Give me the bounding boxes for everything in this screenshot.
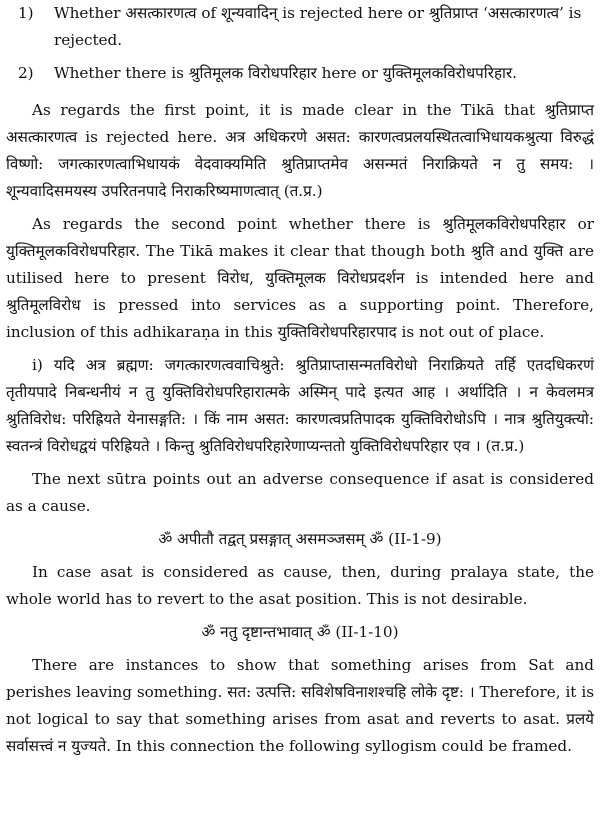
paragraph-first-point: As regards the first point, it is made clear in the Tikā that श्रुतिप्राप्त असत्कारणत्व is rejected here. अत्र अधिकरणे असत: कारणत्वप्रलयस्थितत्वाभिधायकश्रुत्या विरुद्धं विष्णो: जगत्कारणत्वाभिधायकं वेदवाक्यमिति श्रुतिप्राप्तमेव असन्मतं निराक्रियते न तु समय: । शून्यवादिसमयस्य उपरितनपादे निराकरिष्यमाणत्वात् (त.प्र.) — [6, 101, 594, 200]
list-text: Whether असत्कारणत्व of शून्यवादिन् is rejected here or श्रुतिप्राप्त ‘असत्कारणत्व’ is rejected. — [54, 4, 582, 49]
list-item-2 — [6, 60, 594, 87]
paragraph-sanskrit-quote: i) यदि अत्र ब्रह्मण: जगत्कारणत्ववाचिश्रुते: श्रुतिप्राप्तासन्मतविरोधो निराक्रियते तर्हि एतदधिकरणं तृतीयपादे निबन्धनीयं न तु युक्तिविरोधपरिहारात्मके अस्मिन् पादे इत्यत आह । अर्थादिति । न केवलमत्र श्रुतिविरोध: परिह्रियते येनासङ्गति: । किं नाम असत: कारणत्वप्रतिपादक युक्तिविरोधोऽपि । नात्र श्रुतियुक्त्यो: स्वतन्त्रं विरोधद्वयं परिह्रियते । किन्तु श्रुतिविरोधपरिहारेणाप्यन्ततो युक्तिविरोधपरिहार एव । (त.प्र.) — [6, 356, 594, 455]
list-number: 1) — [18, 4, 34, 22]
paragraph-instances: There are instances to show that something arises from Sat and perishes leaving something. सत: उत्पत्ति: सविशेषविनाशश्चहि लोके दृष्ट: । Therefore, it is not logical to say that something arises from asat and reverts to asat. प्रलये सर्वासत्त्वं न युज्यते. In this connection the following syllogism could be framed. — [6, 656, 594, 755]
paragraph-asat-cause: In case asat is considered as cause, then, during pralaya state, the whole world has to revert to the asat position. This is not desirable. — [6, 563, 594, 608]
sutra-heading-10: ॐ नतु दृष्टान्तभावात् ॐ (II-1-10) — [201, 623, 399, 641]
list-text: Whether there is श्रुतिमूलक विरोधपरिहार here or युक्तिमूलकविरोधपरिहार. — [54, 64, 517, 82]
paragraph-next-sutra: The next sūtra points out an adverse consequence if asat is considered as a cause. — [6, 470, 594, 515]
paragraph-second-point: As regards the second point whether there is श्रुतिमूलकविरोधपरिहार or युक्तिमूलकविरोधपरिहार. The Tikā makes it clear that though both श्रुति and युक्ति are utilised here to present विरोध, युक्तिमूलक विरोधप्रदर्शन is intended here and श्रुतिमूलविरोध is pressed into services as a supporting point. Therefore, inclusion of this adhikaraṇa in this युक्तिविरोधपरिहारपाद is not out of place. — [6, 215, 594, 341]
sutra-heading-9: ॐ अपीतौ तद्वत् प्रसङ्गात् असमञ्जसम् ॐ (II-1-9) — [158, 530, 442, 548]
list-number: 2) — [18, 64, 34, 82]
list-item-1 — [6, 0, 594, 54]
